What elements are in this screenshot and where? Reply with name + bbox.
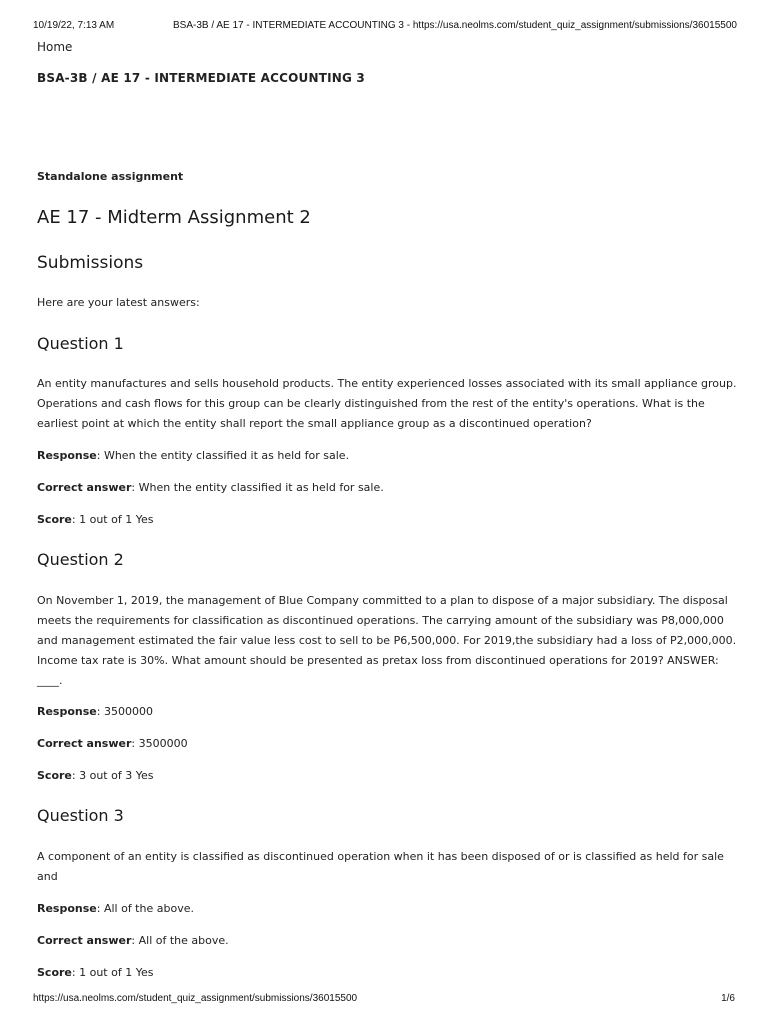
response-value: : When the entity classified it as held for sale.: [96, 449, 350, 462]
print-datetime: 10/19/22, 7:13 AM: [33, 20, 115, 31]
correct-answer-label: Correct answer: [37, 934, 132, 947]
question-text: An entity manufactures and sells household products. The entity experienced losses associated with its small appliance group. Operations and cash flows for this group can be clearly distinguished from the rest of the entity's operations. What is the earliest point at which the entity shall report the small appliance group as a discontinued operation?: [37, 377, 737, 430]
correct-answer-value: : 3500000: [131, 737, 188, 750]
correct-answer-value: : All of the above.: [131, 934, 229, 947]
score-value: : 1 out of 1 Yes: [71, 966, 154, 979]
score-value: : 1 out of 1 Yes: [71, 513, 154, 526]
page-number: 1/6: [721, 993, 735, 1004]
correct-answer-line: [37, 481, 384, 494]
print-url: https://usa.neolms.com/student_quiz_assignment/submissions/36015500: [33, 993, 358, 1004]
print-header: [0, 0, 768, 34]
home-link[interactable]: Home: [37, 40, 73, 54]
score-label: Score: [37, 513, 72, 526]
response-line: [37, 902, 194, 915]
question-title: Question 2: [37, 550, 124, 569]
question-text: A component of an entity is classified as discontinued operation when it has been disposed of or is classified as held for sale and: [37, 850, 724, 883]
correct-answer-label: Correct answer: [37, 481, 132, 494]
question-title: Question 1: [37, 334, 124, 353]
course-title: BSA-3B / AE 17 - INTERMEDIATE ACCOUNTING 3: [37, 71, 365, 85]
correct-answer-line: [37, 737, 188, 750]
correct-answer-value: : When the entity classified it as held for sale.: [131, 481, 384, 494]
assignment-title: AE 17 - Midterm Assignment 2: [37, 207, 311, 228]
score-value: : 3 out of 3 Yes: [71, 769, 154, 782]
intro-text: Here are your latest answers:: [37, 296, 200, 309]
correct-answer-label: Correct answer: [37, 737, 132, 750]
correct-answer-line: [37, 934, 229, 947]
question-title: Question 3: [37, 806, 124, 825]
score-label: Score: [37, 966, 72, 979]
score-line: [37, 513, 153, 526]
response-value: : 3500000: [96, 705, 153, 718]
print-footer: [0, 990, 768, 1010]
submissions-heading: Submissions: [37, 253, 144, 273]
assignment-type-label: Standalone assignment: [37, 170, 184, 183]
response-value: : All of the above.: [96, 902, 194, 915]
score-line: [37, 769, 153, 782]
response-label: Response: [37, 902, 97, 915]
response-line: [37, 449, 349, 462]
print-page-title: BSA-3B / AE 17 - INTERMEDIATE ACCOUNTING 3 - https://usa.neolms.com/student_quiz_assignment/submissions/36015500: [173, 20, 737, 31]
score-label: Score: [37, 769, 72, 782]
response-line: [37, 705, 153, 718]
question-text: On November 1, 2019, the management of Blue Company committed to a plan to dispose of a major subsidiary. The disposal meets the requirements for classification as discontinued operations. The carrying amount of the subsidiary was P8,000,000 and management estimated the fair value less cost to sell to be P6,500,000. For 2019,the subsidiary had a loss of P2,000,000. Income tax rate is 30%. What amount should be presented as pretax loss from discontinued operations for 2019? ANSWER: ____.: [37, 594, 737, 687]
response-label: Response: [37, 449, 97, 462]
score-line: [37, 966, 153, 979]
response-label: Response: [37, 705, 97, 718]
